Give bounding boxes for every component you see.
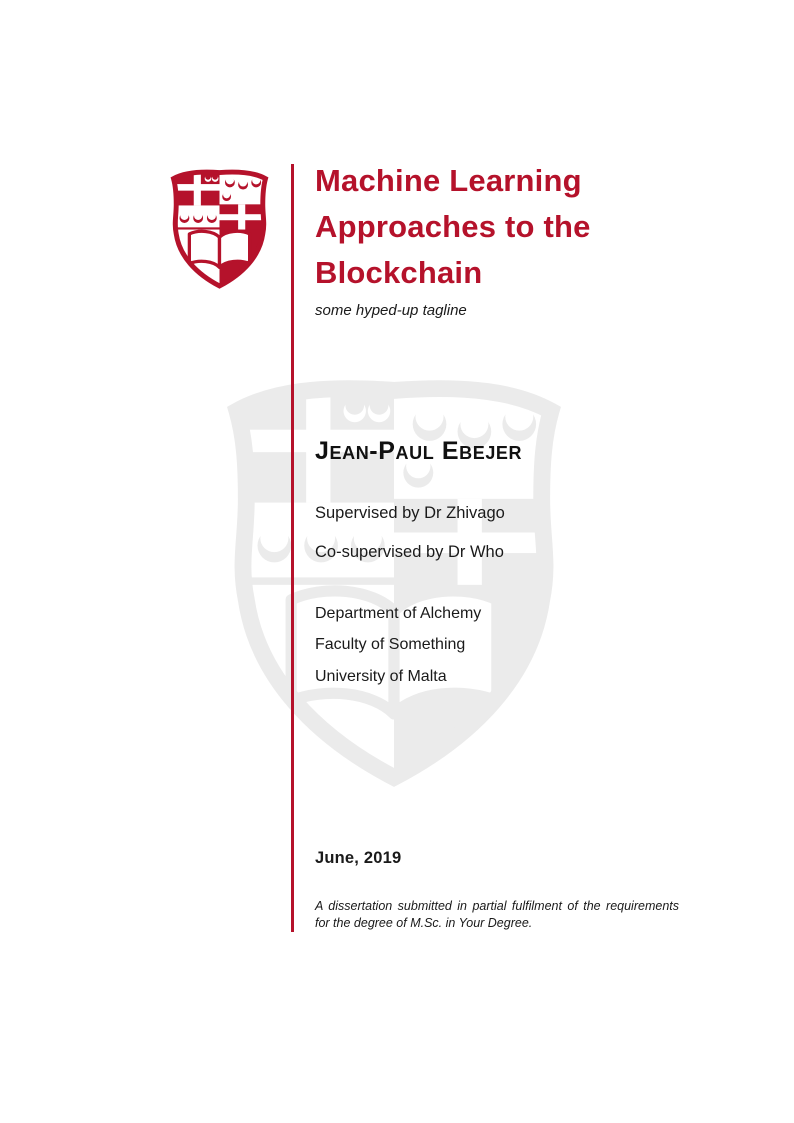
thesis-tagline: some hyped-up tagline	[315, 302, 467, 319]
submission-statement: A dissertation submitted in partial fulfilment of the requirements for the degree of M.Sc. in Your Degree.	[315, 899, 679, 930]
crest-watermark-icon	[203, 368, 585, 798]
thesis-title-line-3: Blockchain	[315, 255, 483, 290]
faculty-line: Faculty of Something	[315, 636, 466, 653]
author-name: Jean-Paul Ebejer	[315, 437, 523, 465]
submission-date: June, 2019	[315, 849, 402, 867]
thesis-title-line-2: Approaches to the	[315, 209, 591, 244]
thesis-title	[315, 158, 695, 296]
university-line: University of Malta	[315, 668, 447, 685]
co-supervisor-line: Co-supervised by Dr Who	[315, 543, 504, 561]
university-crest-icon	[163, 166, 276, 292]
supervisor-line: Supervised by Dr Zhivago	[315, 504, 505, 522]
department-line: Department of Alchemy	[315, 605, 482, 622]
vertical-rule	[291, 164, 294, 932]
thesis-title-line-1: Machine Learning	[315, 163, 582, 198]
